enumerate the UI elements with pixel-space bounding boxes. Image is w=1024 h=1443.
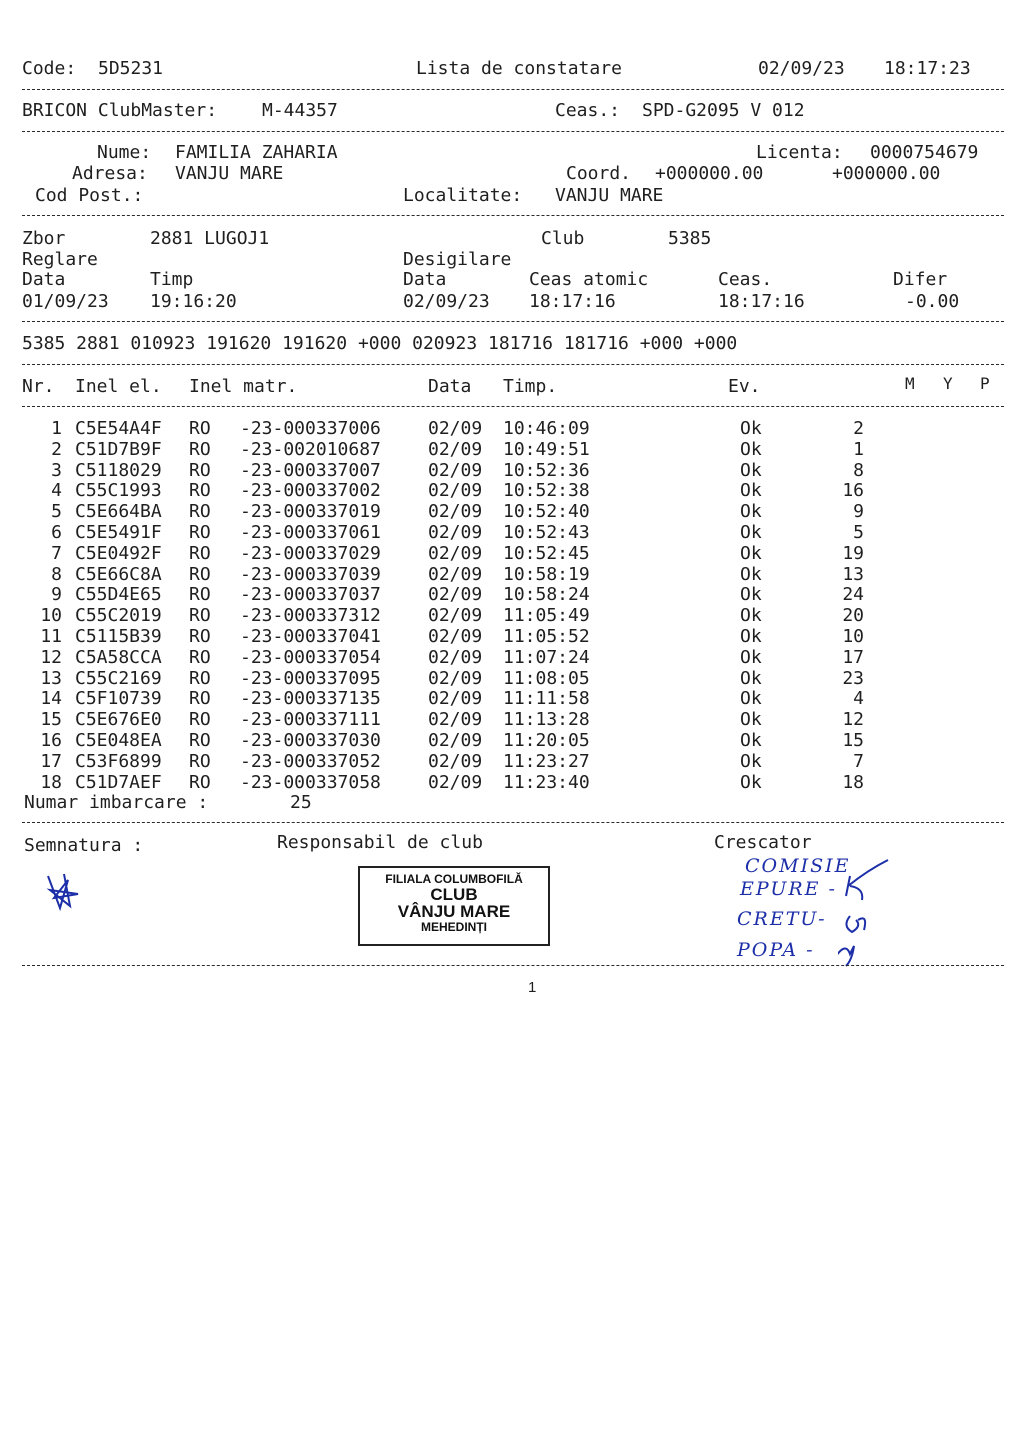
clock-time: 18:17:16 xyxy=(718,291,805,312)
row-inel-matr: -23-000337095 xyxy=(240,667,381,689)
row-inel-el: C55C2019 xyxy=(75,605,162,627)
coord-x: +000000.00 xyxy=(655,163,764,184)
desigilare-label: Desigilare xyxy=(403,249,512,270)
row-date: 02/09 xyxy=(428,459,483,481)
table-row xyxy=(0,439,1000,460)
row-nr: 9 xyxy=(51,584,62,606)
row-country: RO xyxy=(189,459,211,481)
row-event: Ok xyxy=(740,418,762,439)
ceas-atomic-label: Ceas atomic xyxy=(529,269,649,290)
row-date: 02/09 xyxy=(428,626,483,647)
row-nr: 6 xyxy=(51,522,62,543)
nume-label: Nume: xyxy=(97,142,152,163)
localitate-label: Localitate: xyxy=(403,185,523,206)
header-date: 02/09/23 xyxy=(758,58,845,79)
row-date: 02/09 xyxy=(428,605,483,627)
table-row xyxy=(0,709,1000,730)
table-row xyxy=(0,626,1000,647)
stamp-line-3: VÂNJU MARE xyxy=(397,902,511,922)
row-nr: 5 xyxy=(51,501,62,523)
row-inel-matr: -23-000337039 xyxy=(240,563,381,585)
row-rank: 19 xyxy=(842,542,864,564)
row-time: 11:23:40 xyxy=(503,771,590,793)
code-value: 5D5231 xyxy=(98,58,164,79)
coord-label: Coord. xyxy=(566,163,632,184)
row-event: Ok xyxy=(740,501,762,523)
row-rank: 23 xyxy=(842,667,864,689)
row-inel-matr: -23-000337052 xyxy=(240,750,381,772)
zbor-value: 2881 LUGOJ1 xyxy=(150,228,270,249)
table-row xyxy=(0,460,1000,481)
row-country: RO xyxy=(189,626,211,647)
handwriting-line: CRETU- xyxy=(737,908,827,930)
licenta-label: Licenta: xyxy=(756,142,843,163)
row-nr: 11 xyxy=(40,626,62,647)
row-nr: 1 xyxy=(51,418,62,439)
divider xyxy=(22,131,1004,132)
row-event: Ok xyxy=(740,480,762,502)
atomic-clock-time: 18:17:16 xyxy=(529,291,616,312)
reglare-label: Reglare xyxy=(22,249,98,270)
row-country: RO xyxy=(189,418,211,439)
row-rank: 9 xyxy=(853,501,864,523)
row-nr: 15 xyxy=(40,709,62,731)
row-country: RO xyxy=(189,501,211,523)
row-inel-matr: -23-000337002 xyxy=(240,480,381,502)
row-country: RO xyxy=(189,563,211,585)
row-inel-el: C51D7B9F xyxy=(75,438,162,460)
handwriting-line: POPA - xyxy=(737,939,815,961)
row-inel-el: C5118029 xyxy=(75,459,162,481)
table-row xyxy=(0,772,1000,793)
page-number: 1 xyxy=(528,979,537,996)
divider xyxy=(22,364,1004,365)
row-rank: 2 xyxy=(853,418,864,439)
row-date: 02/09 xyxy=(428,480,483,502)
row-inel-matr: -23-000337061 xyxy=(240,522,381,543)
licenta-value: 0000754679 xyxy=(870,142,979,163)
row-time: 11:08:05 xyxy=(503,667,590,689)
divider xyxy=(22,321,1004,322)
embark-label: Numar imbarcare : xyxy=(24,792,209,813)
zbor-label: Zbor xyxy=(22,228,66,249)
reglare-date: 01/09/23 xyxy=(22,291,109,312)
divider xyxy=(22,406,1004,407)
row-event: Ok xyxy=(740,459,762,481)
responsabil-label: Responsabil de club xyxy=(277,832,483,853)
table-row xyxy=(0,564,1000,585)
table-row xyxy=(0,730,1000,751)
table-row xyxy=(0,647,1000,668)
row-rank: 12 xyxy=(842,709,864,731)
ceas-label: Ceas.: xyxy=(555,100,621,121)
row-inel-el: C5F10739 xyxy=(75,688,162,710)
signature-initials-icon xyxy=(838,856,894,968)
club-label: Club xyxy=(541,228,585,249)
row-nr: 13 xyxy=(40,667,62,689)
row-event: Ok xyxy=(740,688,762,710)
row-date: 02/09 xyxy=(428,438,483,460)
row-event: Ok xyxy=(740,584,762,606)
col-y: Y xyxy=(943,374,953,393)
table-row xyxy=(0,480,1000,501)
row-nr: 8 xyxy=(51,563,62,585)
row-event: Ok xyxy=(740,563,762,585)
row-inel-el: C53F6899 xyxy=(75,750,162,772)
nume-value: FAMILIA ZAHARIA xyxy=(175,142,338,163)
col-inel-el: Inel el. xyxy=(75,376,162,397)
table-row xyxy=(0,688,1000,709)
stamp-line-4: MEHEDINȚI xyxy=(421,920,487,935)
row-nr: 16 xyxy=(40,730,62,751)
row-inel-el: C55C1993 xyxy=(75,480,162,502)
code-label: Code: xyxy=(22,58,77,79)
row-time: 10:58:24 xyxy=(503,584,590,606)
row-event: Ok xyxy=(740,605,762,627)
col-inel-matr: Inel matr. xyxy=(189,376,298,397)
row-date: 02/09 xyxy=(428,542,483,564)
row-date: 02/09 xyxy=(428,730,483,751)
row-country: RO xyxy=(189,646,211,668)
adresa-value: VANJU MARE xyxy=(175,163,284,184)
row-rank: 7 xyxy=(853,750,864,772)
row-time: 10:52:43 xyxy=(503,522,590,543)
row-inel-matr: -23-000337029 xyxy=(240,542,381,564)
row-inel-el: C5E5491F xyxy=(75,522,162,543)
header-time: 18:17:23 xyxy=(884,58,971,79)
row-rank: 13 xyxy=(842,563,864,585)
clubmaster-label: BRICON ClubMaster: xyxy=(22,100,218,121)
row-rank: 20 xyxy=(842,605,864,627)
row-time: 11:07:24 xyxy=(503,646,590,668)
code-line: 5385 2881 010923 191620 191620 +000 020923 181716 181716 +000 +000 xyxy=(22,333,738,354)
col-ev: Ev. xyxy=(728,376,761,397)
row-inel-matr: -23-002010687 xyxy=(240,438,381,460)
handwriting-line: EPURE - xyxy=(740,878,837,900)
row-nr: 2 xyxy=(51,438,62,460)
row-time: 11:05:49 xyxy=(503,605,590,627)
row-inel-el: C5E54A4F xyxy=(75,418,162,439)
row-time: 11:23:27 xyxy=(503,750,590,772)
row-country: RO xyxy=(189,605,211,627)
row-event: Ok xyxy=(740,771,762,793)
row-inel-matr: -23-000337019 xyxy=(240,501,381,523)
row-event: Ok xyxy=(740,667,762,689)
divider xyxy=(22,89,1004,90)
club-stamp xyxy=(358,866,550,946)
row-country: RO xyxy=(189,709,211,731)
row-inel-el: C55C2169 xyxy=(75,667,162,689)
row-nr: 18 xyxy=(40,771,62,793)
row-inel-matr: -23-000337135 xyxy=(240,688,381,710)
embark-value: 25 xyxy=(290,792,312,813)
row-rank: 4 xyxy=(853,688,864,710)
signature-scribble-icon xyxy=(40,868,85,913)
row-country: RO xyxy=(189,771,211,793)
row-inel-matr: -23-000337037 xyxy=(240,584,381,606)
row-country: RO xyxy=(189,750,211,772)
row-inel-el: C5E676E0 xyxy=(75,709,162,731)
stamp-line-1: FILIALA COLUMBOFILĂ xyxy=(385,872,523,886)
adresa-label: Adresa: xyxy=(72,163,148,184)
row-country: RO xyxy=(189,688,211,710)
document-title: Lista de constatare xyxy=(416,58,622,79)
row-event: Ok xyxy=(740,646,762,668)
row-nr: 10 xyxy=(40,605,62,627)
row-date: 02/09 xyxy=(428,709,483,731)
row-rank: 10 xyxy=(842,626,864,647)
row-country: RO xyxy=(189,438,211,460)
row-country: RO xyxy=(189,480,211,502)
row-time: 10:46:09 xyxy=(503,418,590,439)
desigilare-date: 02/09/23 xyxy=(403,291,490,312)
row-date: 02/09 xyxy=(428,501,483,523)
ceas-value: SPD-G2095 V 012 xyxy=(642,100,805,121)
row-nr: 4 xyxy=(51,480,62,502)
row-nr: 12 xyxy=(40,646,62,668)
row-event: Ok xyxy=(740,626,762,647)
row-date: 02/09 xyxy=(428,522,483,543)
row-rank: 24 xyxy=(842,584,864,606)
table-row xyxy=(0,543,1000,564)
handwriting-line: COMISIE xyxy=(745,855,851,877)
row-inel-el: C5E66C8A xyxy=(75,563,162,585)
row-country: RO xyxy=(189,730,211,751)
row-time: 10:58:19 xyxy=(503,563,590,585)
col-data: Data xyxy=(428,376,472,397)
row-date: 02/09 xyxy=(428,750,483,772)
row-inel-el: C5A58CCA xyxy=(75,646,162,668)
data-label: Data xyxy=(22,269,66,290)
row-rank: 15 xyxy=(842,730,864,751)
row-nr: 17 xyxy=(40,750,62,772)
localitate-value: VANJU MARE xyxy=(555,185,664,206)
row-time: 10:52:38 xyxy=(503,480,590,502)
table-row xyxy=(0,522,1000,543)
table-row xyxy=(0,418,1000,439)
row-event: Ok xyxy=(740,750,762,772)
table-row xyxy=(0,751,1000,772)
row-inel-el: C51D7AEF xyxy=(75,771,162,793)
row-nr: 3 xyxy=(51,459,62,481)
row-date: 02/09 xyxy=(428,667,483,689)
row-time: 10:52:40 xyxy=(503,501,590,523)
coord-y: +000000.00 xyxy=(832,163,941,184)
stamp-line-2: CLUB xyxy=(430,884,478,904)
row-inel-el: C5E0492F xyxy=(75,542,162,564)
row-date: 02/09 xyxy=(428,771,483,793)
row-rank: 8 xyxy=(853,459,864,481)
row-country: RO xyxy=(189,522,211,543)
row-inel-matr: -23-000337312 xyxy=(240,605,381,627)
col-p: P xyxy=(980,374,990,393)
row-time: 10:49:51 xyxy=(503,438,590,460)
row-rank: 18 xyxy=(842,771,864,793)
row-country: RO xyxy=(189,584,211,606)
row-inel-matr: -23-000337041 xyxy=(240,626,381,647)
col-m: M xyxy=(905,374,915,393)
row-event: Ok xyxy=(740,730,762,751)
row-event: Ok xyxy=(740,709,762,731)
club-value: 5385 xyxy=(668,228,712,249)
data-label: Data xyxy=(403,269,447,290)
difer-label: Difer xyxy=(893,269,948,290)
reglare-time: 19:16:20 xyxy=(150,291,237,312)
row-time: 10:52:45 xyxy=(503,542,590,564)
row-inel-matr: -23-000337030 xyxy=(240,730,381,751)
row-inel-el: C5115B39 xyxy=(75,626,162,647)
ceas-label: Ceas. xyxy=(718,269,773,290)
row-date: 02/09 xyxy=(428,418,483,439)
table-row xyxy=(0,605,1000,626)
divider xyxy=(22,215,1004,216)
row-nr: 7 xyxy=(51,542,62,564)
row-time: 11:05:52 xyxy=(503,626,590,647)
row-nr: 14 xyxy=(40,688,62,710)
row-date: 02/09 xyxy=(428,646,483,668)
table-row xyxy=(0,501,1000,522)
row-inel-matr: -23-000337006 xyxy=(240,418,381,439)
row-time: 11:13:28 xyxy=(503,709,590,731)
row-time: 11:11:58 xyxy=(503,688,590,710)
col-nr: Nr. xyxy=(22,376,55,397)
divider xyxy=(22,822,1004,823)
col-timp: Timp. xyxy=(503,376,558,397)
row-country: RO xyxy=(189,542,211,564)
row-time: 10:52:36 xyxy=(503,459,590,481)
semnatura-label: Semnatura : xyxy=(24,835,144,856)
row-rank: 5 xyxy=(853,522,864,543)
row-inel-el: C5E048EA xyxy=(75,730,162,751)
cod-post-label: Cod Post.: xyxy=(35,185,144,206)
row-event: Ok xyxy=(740,438,762,460)
table-row xyxy=(0,584,1000,605)
row-country: RO xyxy=(189,667,211,689)
row-rank: 1 xyxy=(853,438,864,460)
row-time: 11:20:05 xyxy=(503,730,590,751)
row-date: 02/09 xyxy=(428,584,483,606)
row-inel-matr: -23-000337058 xyxy=(240,771,381,793)
row-inel-el: C55D4E65 xyxy=(75,584,162,606)
row-rank: 17 xyxy=(842,646,864,668)
clubmaster-value: M-44357 xyxy=(262,100,338,121)
row-inel-matr: -23-000337007 xyxy=(240,459,381,481)
row-inel-el: C5E664BA xyxy=(75,501,162,523)
difference: -0.00 xyxy=(905,291,960,312)
crescator-label: Crescator xyxy=(714,832,812,853)
row-event: Ok xyxy=(740,522,762,543)
row-date: 02/09 xyxy=(428,688,483,710)
timp-label: Timp xyxy=(150,269,194,290)
row-rank: 16 xyxy=(842,480,864,502)
row-inel-matr: -23-000337054 xyxy=(240,646,381,668)
row-inel-matr: -23-000337111 xyxy=(240,709,381,731)
row-date: 02/09 xyxy=(428,563,483,585)
row-event: Ok xyxy=(740,542,762,564)
table-row xyxy=(0,668,1000,689)
divider xyxy=(22,965,1004,966)
